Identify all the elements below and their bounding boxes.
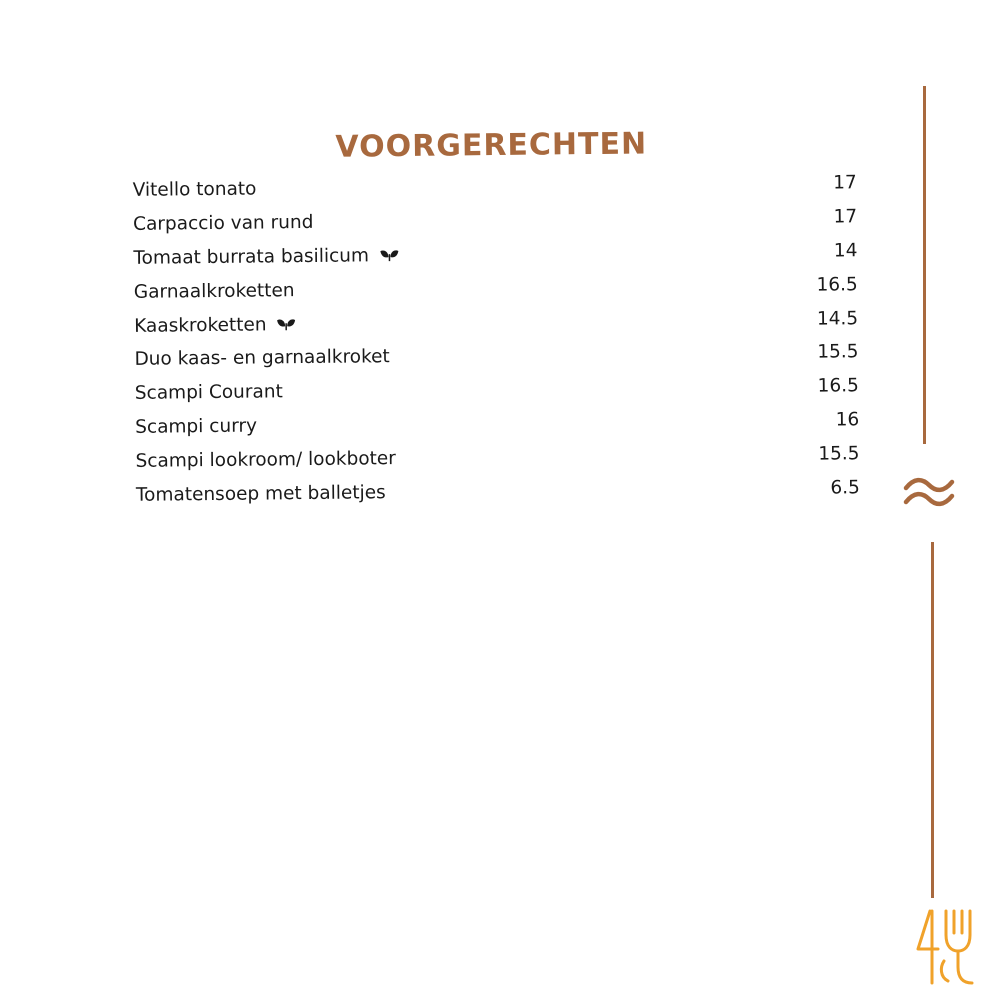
- menu-list: [133, 166, 860, 512]
- menu-item-name: Garnaalkroketten: [133, 279, 295, 303]
- menu-item-price: 6.5: [830, 476, 860, 499]
- menu-item-price: 17: [833, 206, 858, 228]
- section-title: VOORGERECHTEN: [335, 126, 648, 165]
- menu-item-name: Tomaat burrata basilicum: [133, 245, 370, 269]
- menu-item-name-wrap: [133, 245, 399, 269]
- menu-item-price: 16: [835, 409, 860, 431]
- menu-item: [136, 470, 860, 511]
- menu-item-price: 16.5: [816, 274, 858, 296]
- menu-item-name: Duo kaas- en garnaalkroket: [134, 346, 390, 371]
- menu-item-price: 15.5: [818, 442, 860, 465]
- menu-item-name-wrap: [135, 448, 396, 472]
- menu-item-name-wrap: [134, 314, 297, 337]
- menu-item-name-wrap: [135, 381, 283, 404]
- menu-item-name: Tomatensoep met balletjes: [135, 481, 386, 506]
- fork-logo-icon: [912, 905, 984, 987]
- menu-item-name: Carpaccio van rund: [132, 212, 314, 236]
- menu-item-name-wrap: [134, 347, 389, 371]
- menu-item-name-wrap: [134, 280, 295, 303]
- menu-item-name: Kaaskroketten: [134, 314, 267, 337]
- menu-item-name-wrap: [135, 416, 257, 438]
- menu-item-name-wrap: [133, 212, 314, 235]
- menu-item-price: 14.5: [816, 307, 859, 330]
- menu-item-name: Scampi curry: [135, 415, 258, 438]
- menu-item-price: 16.5: [817, 375, 859, 397]
- menu-item-price: 14: [833, 240, 858, 262]
- divider-line-bottom: [931, 542, 934, 898]
- menu-item-price: 17: [833, 172, 857, 194]
- menu-item-name: Vitello tonato: [132, 178, 257, 202]
- menu-item-name: Scampi Courant: [134, 381, 283, 404]
- divider-line-top: [923, 86, 926, 444]
- wave-icon: [902, 472, 956, 512]
- menu-item-name: Scampi lookroom/ lookboter: [135, 447, 396, 472]
- leaf-icon: [276, 317, 296, 331]
- menu-item-name-wrap: [136, 482, 386, 506]
- menu-item-price: 15.5: [817, 341, 859, 364]
- leaf-icon: [379, 249, 399, 263]
- menu-item-name-wrap: [133, 179, 257, 201]
